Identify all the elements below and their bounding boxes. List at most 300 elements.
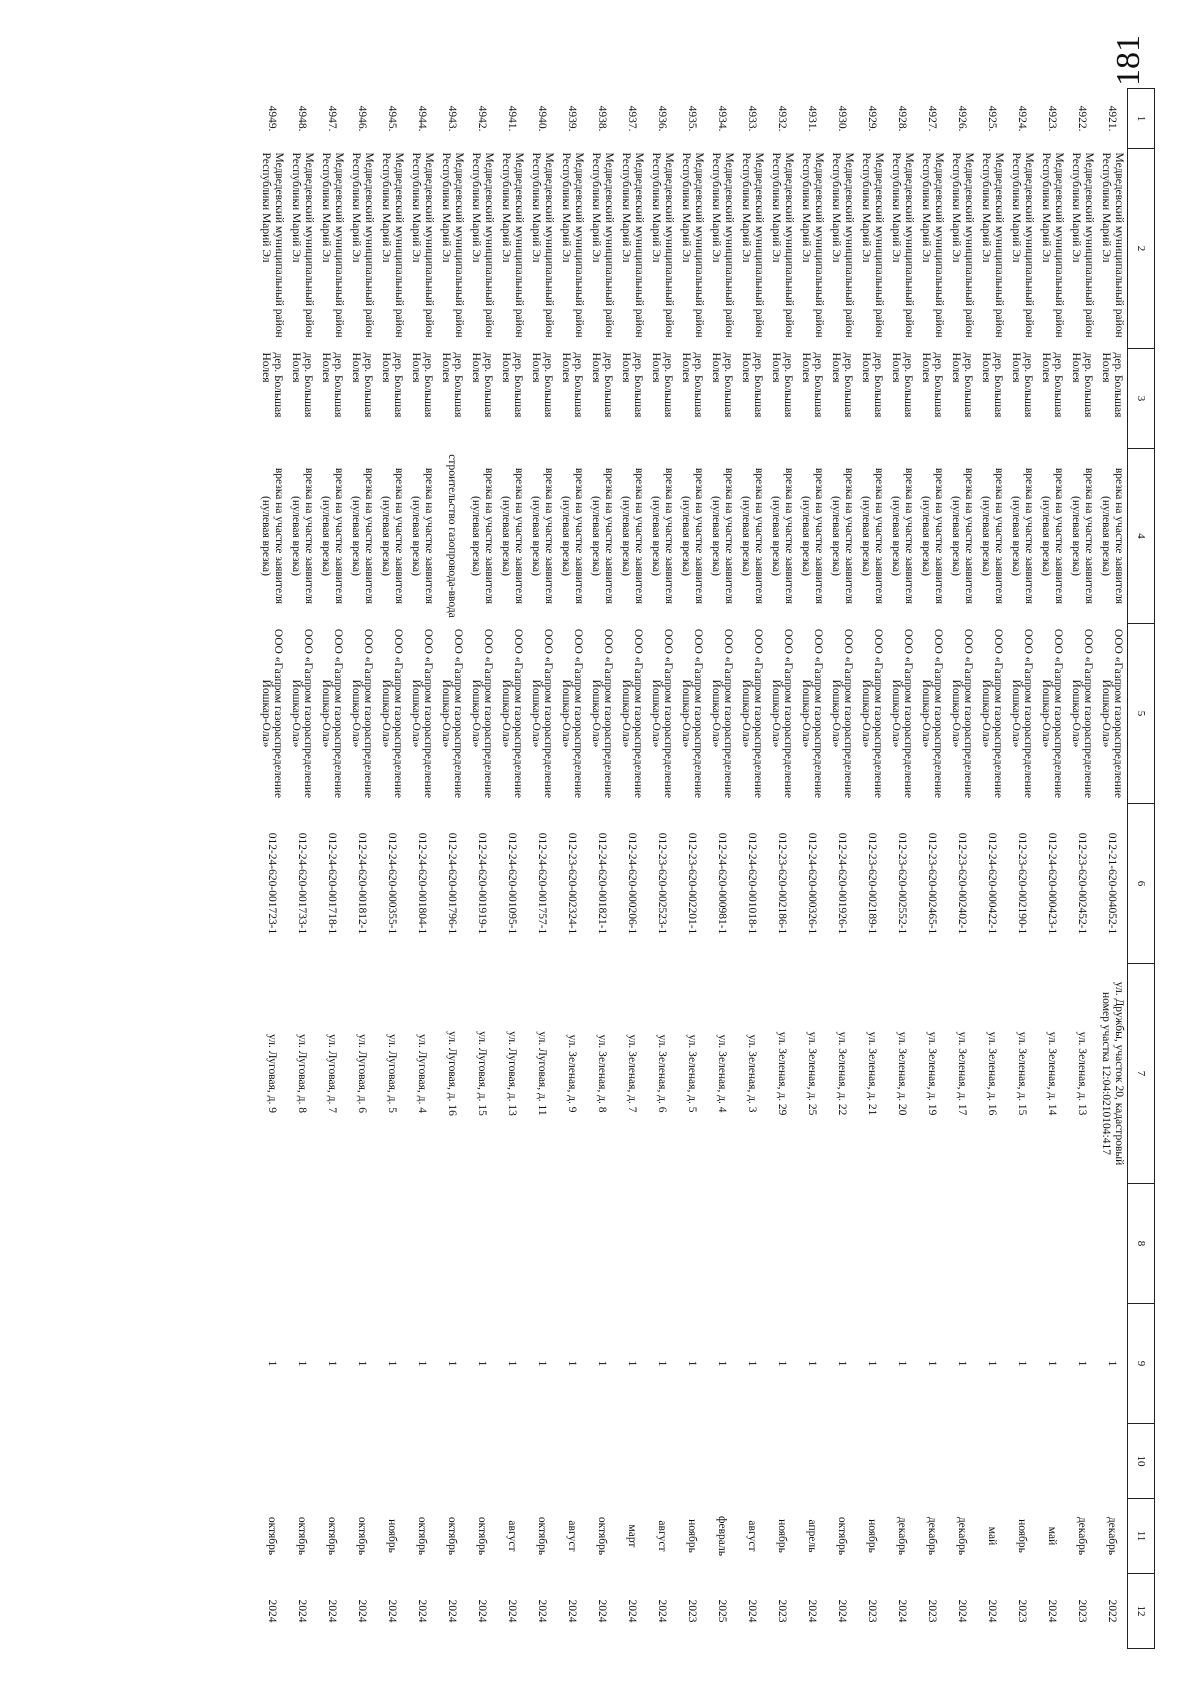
year-cell: 2023 [776,1599,789,1623]
year-cell: 2024 [596,1599,609,1623]
application-id-cell: 012-24-620-000422-1 [986,832,999,935]
month-cell: октябрь [296,1516,309,1556]
col8-cell [827,1184,857,1304]
work-type-cell: врезка на участке заявителя (нулевая врезка) [290,467,315,605]
table-row [257,89,287,1649]
row-number: 4940. [536,105,549,132]
district-cell: Медведевский муниципальный район Республики Марий Эл [290,152,315,338]
application-id-cell: 012-24-620-001723-1 [266,832,279,935]
address-cell: ул. Зеленая, д. 16 [986,1031,999,1116]
application-id-cell: 012-21-620-004052-1 [1106,832,1119,935]
district-cell: Медведевский муниципальный район Республики Марий Эл [590,152,615,338]
settlement-cell: дер. Большая Нолея [980,352,1005,418]
settlement-cell: дер. Большая Нолея [1010,352,1035,418]
table-row [347,89,377,1649]
address-cell: ул. Зеленая, д. 9 [566,1034,579,1113]
row-number: 4927. [926,105,939,132]
address-cell: ул. Луговая, д. 6 [356,1034,369,1113]
address-cell: ул. Зеленая, д. 20 [896,1031,909,1116]
table-row [467,89,497,1649]
application-id-cell: 012-24-620-001733-1 [296,832,309,935]
table-row [977,89,1007,1649]
table-row [1007,89,1037,1649]
month-cell: декабрь [956,1516,969,1556]
month-cell: ноябрь [386,1519,399,1553]
organization-cell: ООО «Газпром газораспределение Йошкар-Ола» [260,628,285,799]
row-number: 4921. [1106,105,1119,132]
quantity-cell: 1 [476,1360,489,1367]
address-cell: ул. Зеленая, д. 29 [776,1031,789,1116]
year-cell: 2024 [1046,1599,1059,1623]
column-header-11: 11 [1128,1499,1155,1574]
col10-cell [737,1424,767,1499]
quantity-cell: 1 [356,1360,369,1367]
settlement-cell: дер. Большая Нолея [950,352,975,418]
month-cell: октябрь [326,1516,339,1556]
settlement-cell: дер. Большая Нолея [260,352,285,418]
year-cell: 2024 [506,1599,519,1623]
col10-cell [647,1424,677,1499]
application-id-cell: 012-24-620-001095-1 [506,832,519,935]
year-cell: 2024 [356,1599,369,1623]
organization-cell: ООО «Газпром газораспределение Йошкар-Ола» [560,628,585,799]
col10-cell [1097,1424,1128,1499]
settlement-cell: дер. Большая Нолея [740,352,765,418]
month-cell: октябрь [356,1516,369,1556]
district-cell: Медведевский муниципальный район Республики Марий Эл [860,152,885,338]
table-row [437,89,467,1649]
column-header-5: 5 [1128,624,1155,804]
quantity-cell: 1 [566,1360,579,1367]
row-number: 4935. [686,105,699,132]
district-cell: Медведевский муниципальный район Республики Марий Эл [530,152,555,338]
application-id-cell: 012-23-620-002189-1 [866,832,879,935]
column-header-9: 9 [1128,1304,1155,1424]
address-cell: ул. Луговая, д. 5 [386,1034,399,1113]
col8-cell [287,1184,317,1304]
year-cell: 2024 [536,1599,549,1623]
row-number: 4926. [956,105,969,132]
district-cell: Медведевский муниципальный район Республики Марий Эл [770,152,795,338]
quantity-cell: 1 [806,1360,819,1367]
address-cell: ул. Зеленая, д. 15 [1016,1031,1029,1116]
month-cell: август [656,1520,669,1552]
quantity-cell: 1 [746,1360,759,1367]
year-cell: 2024 [626,1599,639,1623]
row-number: 4925. [986,105,999,132]
work-type-cell: строительство газопровода-ввода [446,454,459,618]
col8-cell [1067,1184,1097,1304]
col10-cell [827,1424,857,1499]
application-id-cell: 012-23-620-002324-1 [566,832,579,935]
col10-cell [917,1424,947,1499]
district-cell: Медведевский муниципальный район Республики Марий Эл [980,152,1005,338]
quantity-cell: 1 [716,1360,729,1367]
quantity-cell: 1 [416,1360,429,1367]
column-header-2: 2 [1128,149,1155,349]
year-cell: 2024 [446,1599,459,1623]
work-type-cell: врезка на участке заявителя (нулевая врезка) [260,467,285,605]
application-id-cell: 012-24-620-001804-1 [416,832,429,935]
organization-cell: ООО «Газпром газораспределение Йошкар-Ола» [500,628,525,799]
address-cell: ул. Зеленая, д. 21 [866,1031,879,1116]
row-number: 4928. [896,105,909,132]
table-body [257,89,1128,1649]
address-cell: ул. Зеленая, д. 6 [656,1034,669,1113]
application-id-cell: 012-24-620-001926-1 [836,832,849,935]
work-type-cell: врезка на участке заявителя (нулевая врезка) [1040,467,1065,605]
settlement-cell: дер. Большая Нолея [830,352,855,418]
month-cell: ноябрь [686,1519,699,1553]
quantity-cell: 1 [1016,1360,1029,1367]
column-header-6: 6 [1128,804,1155,964]
settlement-cell: дер. Большая Нолея [650,352,675,418]
col8-cell [407,1184,437,1304]
month-cell: декабрь [896,1516,909,1556]
column-header-4: 4 [1128,449,1155,624]
year-cell: 2024 [566,1599,579,1623]
organization-cell: ООО «Газпром газораспределение Йошкар-Ола» [860,628,885,799]
district-cell: Медведевский муниципальный район Республики Марий Эл [1070,152,1095,338]
table-row [797,89,827,1649]
row-number: 4945. [386,105,399,132]
col8-cell [497,1184,527,1304]
row-number: 4932. [776,105,789,132]
application-id-cell: 012-24-620-001796-1 [446,832,459,935]
address-cell: ул. Зеленая, д. 14 [1046,1031,1059,1116]
col10-cell [557,1424,587,1499]
col10-cell [707,1424,737,1499]
district-cell: Медведевский муниципальный район Республики Марий Эл [470,152,495,338]
settlement-cell: дер. Большая Нолея [1070,352,1095,418]
col10-cell [347,1424,377,1499]
col10-cell [497,1424,527,1499]
district-cell: Медведевский муниципальный район Республики Марий Эл [560,152,585,338]
month-cell: декабрь [1106,1516,1119,1556]
district-cell: Медведевский муниципальный район Республики Марий Эл [1100,152,1125,338]
month-cell: ноябрь [1016,1519,1029,1553]
organization-cell: ООО «Газпром газораспределение Йошкар-Ола» [1040,628,1065,799]
col8-cell [947,1184,977,1304]
col10-cell [1037,1424,1067,1499]
registry-table [257,88,1155,1649]
organization-cell: ООО «Газпром газораспределение Йошкар-Ола» [890,628,915,799]
settlement-cell: дер. Большая Нолея [500,352,525,418]
quantity-cell: 1 [656,1360,669,1367]
work-type-cell: врезка на участке заявителя (нулевая врезка) [830,467,855,605]
year-cell: 2023 [866,1599,879,1623]
settlement-cell: дер. Большая Нолея [890,352,915,418]
year-cell: 2024 [896,1599,909,1623]
year-cell: 2024 [416,1599,429,1623]
quantity-cell: 1 [386,1360,399,1367]
work-type-cell: врезка на участке заявителя (нулевая врезка) [1100,467,1125,605]
table-row [917,89,947,1649]
col8-cell [377,1184,407,1304]
settlement-cell: дер. Большая Нолея [350,352,375,418]
rotated-table-container [195,88,1155,1648]
work-type-cell: врезка на участке заявителя (нулевая врезка) [710,467,735,605]
settlement-cell: дер. Большая Нолея [290,352,315,418]
col10-cell [677,1424,707,1499]
month-cell: октябрь [596,1516,609,1556]
year-cell: 2024 [746,1599,759,1623]
row-number: 4924. [1016,105,1029,132]
quantity-cell: 1 [836,1360,849,1367]
application-id-cell: 012-23-620-002452-1 [1076,832,1089,935]
application-id-cell: 012-24-620-001018-1 [746,832,759,935]
quantity-cell: 1 [686,1360,699,1367]
table-row [737,89,767,1649]
application-id-cell: 012-24-620-000355-1 [386,832,399,935]
col10-cell [407,1424,437,1499]
settlement-cell: дер. Большая Нолея [1040,352,1065,418]
work-type-cell: врезка на участке заявителя (нулевая врезка) [500,467,525,605]
col8-cell [647,1184,677,1304]
application-id-cell: 012-24-620-000206-1 [626,832,639,935]
organization-cell: ООО «Газпром газораспределение Йошкар-Ола» [800,628,825,799]
organization-cell: ООО «Газпром газораспределение Йошкар-Ола» [380,628,405,799]
table-row [287,89,317,1649]
table-row [767,89,797,1649]
month-cell: октябрь [536,1516,549,1556]
year-cell: 2024 [836,1599,849,1623]
col8-cell [677,1184,707,1304]
work-type-cell: врезка на участке заявителя (нулевая врезка) [470,467,495,605]
month-cell: апрель [806,1519,819,1553]
district-cell: Медведевский муниципальный район Республики Марий Эл [650,152,675,338]
work-type-cell: врезка на участке заявителя (нулевая врезка) [530,467,555,605]
column-header-12: 12 [1128,1574,1155,1649]
table-row [497,89,527,1649]
row-number: 4922. [1076,105,1089,132]
quantity-cell: 1 [266,1360,279,1367]
year-cell: 2024 [986,1599,999,1623]
organization-cell: ООО «Газпром газораспределение Йошкар-Ола» [440,628,465,799]
month-cell: октябрь [266,1516,279,1556]
settlement-cell: дер. Большая Нолея [530,352,555,418]
settlement-cell: дер. Большая Нолея [620,352,645,418]
district-cell: Медведевский муниципальный район Республики Марий Эл [890,152,915,338]
col8-cell [437,1184,467,1304]
col8-cell [977,1184,1007,1304]
organization-cell: ООО «Газпром газораспределение Йошкар-Ола» [470,628,495,799]
col8-cell [317,1184,347,1304]
application-id-cell: 012-23-620-002186-1 [776,832,789,935]
col10-cell [797,1424,827,1499]
col10-cell [1067,1424,1097,1499]
work-type-cell: врезка на участке заявителя (нулевая врезка) [980,467,1005,605]
organization-cell: ООО «Газпром газораспределение Йошкар-Ола» [650,628,675,799]
year-cell: 2023 [686,1599,699,1623]
address-cell: ул. Зеленая, д. 19 [926,1031,939,1116]
application-id-cell: 012-24-620-001812-1 [356,832,369,935]
year-cell: 2024 [956,1599,969,1623]
application-id-cell: 012-24-620-001919-1 [476,832,489,935]
page-number: 181 [1110,35,1147,86]
address-cell: ул. Зеленая, д. 13 [1076,1031,1089,1116]
address-cell: ул. Зеленая, д. 5 [686,1034,699,1113]
quantity-cell: 1 [296,1360,309,1367]
col10-cell [857,1424,887,1499]
col8-cell [797,1184,827,1304]
work-type-cell: врезка на участке заявителя (нулевая врезка) [860,467,885,605]
year-cell: 2023 [1016,1599,1029,1623]
settlement-cell: дер. Большая Нолея [560,352,585,418]
settlement-cell: дер. Большая Нолея [440,352,465,418]
settlement-cell: дер. Большая Нолея [380,352,405,418]
month-cell: август [506,1520,519,1552]
col8-cell [1007,1184,1037,1304]
quantity-cell: 1 [506,1360,519,1367]
address-cell: ул. Луговая, д. 9 [266,1034,279,1113]
table-row [587,89,617,1649]
table-row [377,89,407,1649]
district-cell: Медведевский муниципальный район Республики Марий Эл [410,152,435,338]
quantity-cell: 1 [1076,1360,1089,1367]
work-type-cell: врезка на участке заявителя (нулевая врезка) [680,467,705,605]
settlement-cell: дер. Большая Нолея [590,352,615,418]
col10-cell [257,1424,287,1499]
address-cell: ул. Зеленая, д. 17 [956,1031,969,1116]
organization-cell: ООО «Газпром газораспределение Йошкар-Ола» [980,628,1005,799]
table-row [647,89,677,1649]
work-type-cell: врезка на участке заявителя (нулевая врезка) [410,467,435,605]
month-cell: февраль [716,1516,729,1556]
work-type-cell: врезка на участке заявителя (нулевая врезка) [380,467,405,605]
month-cell: май [986,1526,999,1546]
row-number: 4939. [566,105,579,132]
settlement-cell: дер. Большая Нолея [770,352,795,418]
organization-cell: ООО «Газпром газораспределение Йошкар-Ола» [770,628,795,799]
district-cell: Медведевский муниципальный район Республики Марий Эл [260,152,285,338]
row-number: 4923. [1046,105,1059,132]
work-type-cell: врезка на участке заявителя (нулевая врезка) [770,467,795,605]
table-row [707,89,737,1649]
year-cell: 2024 [266,1599,279,1623]
col8-cell [857,1184,887,1304]
district-cell: Медведевский муниципальный район Республики Марий Эл [1040,152,1065,338]
application-id-cell: 012-24-620-001821-1 [596,832,609,935]
row-number: 4931. [806,105,819,132]
table-row [1067,89,1097,1649]
column-header-8: 8 [1128,1184,1155,1304]
work-type-cell: врезка на участке заявителя (нулевая врезка) [950,467,975,605]
quantity-cell: 1 [536,1360,549,1367]
application-id-cell: 012-23-620-002201-1 [686,832,699,935]
work-type-cell: врезка на участке заявителя (нулевая врезка) [320,467,345,605]
address-cell: ул. Зеленая, д. 3 [746,1034,759,1113]
year-cell: 2024 [326,1599,339,1623]
settlement-cell: дер. Большая Нолея [320,352,345,418]
organization-cell: ООО «Газпром газораспределение Йошкар-Ола» [290,628,315,799]
row-number: 4942. [476,105,489,132]
table-row [557,89,587,1649]
row-number: 4947. [326,105,339,132]
organization-cell: ООО «Газпром газораспределение Йошкар-Ола» [350,628,375,799]
application-id-cell: 012-24-620-001718-1 [326,832,339,935]
row-number: 4944. [416,105,429,132]
district-cell: Медведевский муниципальный район Республики Марий Эл [710,152,735,338]
table-row [1097,89,1128,1649]
district-cell: Медведевский муниципальный район Республики Марий Эл [950,152,975,338]
organization-cell: ООО «Газпром газораспределение Йошкар-Ола» [530,628,555,799]
col8-cell [1037,1184,1067,1304]
address-cell: ул. Луговая, д. 7 [326,1034,339,1113]
row-number: 4941. [506,105,519,132]
work-type-cell: врезка на участке заявителя (нулевая врезка) [920,467,945,605]
quantity-cell: 1 [446,1360,459,1367]
quantity-cell: 1 [1106,1360,1119,1367]
district-cell: Медведевский муниципальный район Республики Марий Эл [680,152,705,338]
quantity-cell: 1 [776,1360,789,1367]
organization-cell: ООО «Газпром газораспределение Йошкар-Ола» [920,628,945,799]
address-cell: ул. Луговая, д. 11 [536,1031,549,1116]
year-cell: 2024 [476,1599,489,1623]
col8-cell [737,1184,767,1304]
month-cell: ноябрь [866,1519,879,1553]
address-cell: ул. Зеленая, д. 4 [716,1034,729,1113]
col8-cell [707,1184,737,1304]
district-cell: Медведевский муниципальный район Республики Марий Эл [830,152,855,338]
month-cell: май [1046,1526,1059,1546]
month-cell: декабрь [926,1516,939,1556]
district-cell: Медведевский муниципальный район Республики Марий Эл [800,152,825,338]
row-number: 4934. [716,105,729,132]
district-cell: Медведевский муниципальный район Республики Марий Эл [1010,152,1035,338]
district-cell: Медведевский муниципальный район Республики Марий Эл [440,152,465,338]
organization-cell: ООО «Газпром газораспределение Йошкар-Ола» [410,628,435,799]
work-type-cell: врезка на участке заявителя (нулевая врезка) [590,467,615,605]
table-row [1037,89,1067,1649]
quantity-cell: 1 [866,1360,879,1367]
header-row [1128,89,1155,1649]
settlement-cell: дер. Большая Нолея [680,352,705,418]
work-type-cell: врезка на участке заявителя (нулевая врезка) [650,467,675,605]
column-header-10: 10 [1128,1424,1155,1499]
col10-cell [287,1424,317,1499]
table-row [827,89,857,1649]
row-number: 4948. [296,105,309,132]
month-cell: март [626,1524,639,1548]
row-number: 4943. [446,105,459,132]
district-cell: Медведевский муниципальный район Республики Марий Эл [500,152,525,338]
col10-cell [1007,1424,1037,1499]
year-cell: 2022 [1106,1599,1119,1623]
col8-cell [887,1184,917,1304]
district-cell: Медведевский муниципальный район Республики Марий Эл [920,152,945,338]
year-cell: 2023 [926,1599,939,1623]
settlement-cell: дер. Большая Нолея [410,352,435,418]
col8-cell [467,1184,497,1304]
organization-cell: ООО «Газпром газораспределение Йошкар-Ола» [710,628,735,799]
col10-cell [377,1424,407,1499]
col10-cell [767,1424,797,1499]
row-number: 4933. [746,105,759,132]
quantity-cell: 1 [596,1360,609,1367]
application-id-cell: 012-24-620-000326-1 [806,832,819,935]
district-cell: Медведевский муниципальный район Республики Марий Эл [320,152,345,338]
year-cell: 2024 [656,1599,669,1623]
organization-cell: ООО «Газпром газораспределение Йошкар-Ола» [320,628,345,799]
organization-cell: ООО «Газпром газораспределение Йошкар-Ола» [950,628,975,799]
application-id-cell: 012-23-620-002552-1 [896,832,909,935]
month-cell: октябрь [836,1516,849,1556]
column-header-1: 1 [1128,89,1155,149]
work-type-cell: врезка на участке заявителя (нулевая врезка) [800,467,825,605]
table-row [407,89,437,1649]
col10-cell [527,1424,557,1499]
